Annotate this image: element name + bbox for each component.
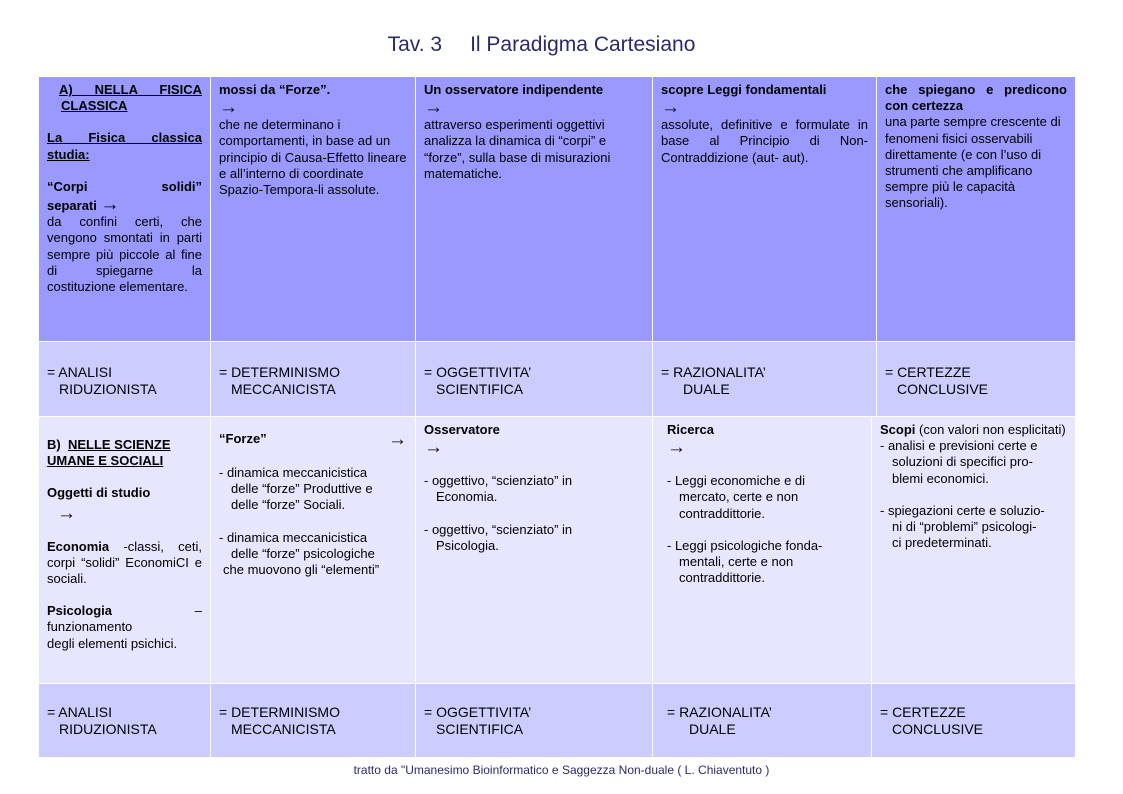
cell-b-osservatore bbox=[416, 417, 653, 684]
label-separati: separati bbox=[47, 198, 97, 214]
result-a-3 bbox=[416, 342, 653, 417]
result-line: = OGGETTIVITA’ bbox=[424, 704, 532, 720]
result-line: SCIENTIFICA bbox=[436, 721, 524, 737]
list-item: mercato, certe e non bbox=[679, 489, 799, 505]
paradigm-table bbox=[39, 77, 1076, 758]
list-item: Psicologia. bbox=[436, 537, 499, 553]
result-line: CONCLUSIVE bbox=[892, 721, 984, 737]
heading-fisica-classica: A) NELLA FISICA CLASSICA bbox=[59, 82, 202, 114]
list-item: - oggettivo, “scienziato” in bbox=[424, 521, 573, 537]
result-line: = CERTEZZE bbox=[880, 704, 966, 720]
table-number: Tav. 3 bbox=[387, 33, 443, 56]
text-leggi: assolute, definitive e formulate in base al Principio di Non-Contraddizione (aut- aut). bbox=[661, 117, 868, 165]
result-b-5 bbox=[872, 684, 1076, 758]
result-line: RIDUZIONISTA bbox=[59, 721, 157, 737]
head-leggi: scopre Leggi fondamentali bbox=[661, 82, 827, 97]
result-a-1 bbox=[39, 342, 211, 417]
list-item: - analisi e previsioni certe e bbox=[880, 438, 1038, 454]
result-b-2 bbox=[211, 684, 416, 758]
text-economia: Economia -classi, ceti, corpi “solidi” EconomiCI e sociali. bbox=[47, 538, 202, 587]
result-a-4 bbox=[653, 342, 877, 417]
result-line: SCIENTIFICA bbox=[436, 381, 524, 397]
head-osservatore: Un osservatore indipendente bbox=[424, 82, 604, 97]
cell-a-fisica bbox=[39, 77, 211, 342]
result-line: MECCANICISTA bbox=[231, 381, 336, 397]
list-item: contraddittorie. bbox=[679, 505, 765, 521]
result-line: = OGGETTIVITA’ bbox=[424, 364, 532, 380]
result-a-5 bbox=[877, 342, 1076, 417]
list-item: - dinamica meccanicistica bbox=[219, 529, 368, 545]
page-title bbox=[0, 33, 1083, 57]
cell-b-ricerca bbox=[653, 417, 872, 684]
dash: – bbox=[194, 603, 202, 619]
result-line: = CERTEZZE bbox=[885, 364, 971, 380]
head-forze-b: “Forze” bbox=[219, 431, 267, 447]
list-item: che muovono gli “elementi” bbox=[223, 562, 380, 578]
heading-scienze-umane: B) NELLE SCIENZE UMANE E SOCIALI bbox=[47, 437, 171, 469]
result-line: DUALE bbox=[683, 381, 730, 397]
list-item: delle “forze” psicologiche bbox=[231, 545, 375, 561]
source-footer: tratto da "Umanesimo Bioinformatico e Saggezza Non-duale ( L. Chiaventuto ) bbox=[353, 763, 770, 777]
result-line: CONCLUSIVE bbox=[897, 381, 989, 397]
list-item: ci predeterminati. bbox=[892, 535, 992, 551]
cell-a-spiegano bbox=[877, 77, 1076, 342]
arrow-right-icon: → bbox=[219, 97, 238, 119]
list-item: Economia. bbox=[436, 489, 498, 505]
result-line: = RAZIONALITA’ bbox=[661, 364, 766, 380]
label-oggetti: Oggetti di studio bbox=[47, 485, 151, 501]
cell-a-osservatore bbox=[416, 77, 653, 342]
label-corpi-solidi: “Corpi solidi” bbox=[47, 178, 202, 194]
label-studia: La Fisica classica studia: bbox=[47, 130, 202, 162]
arrow-right-icon: → bbox=[57, 502, 76, 524]
head-spiegano: che spiegano e predicono con certezza bbox=[885, 82, 1067, 114]
result-line: RIDUZIONISTA bbox=[59, 381, 157, 397]
arrow-right-icon: → bbox=[424, 97, 443, 119]
text-spiegano: una parte sempre crescente di fenomeni fisici osservabili direttamente (e con l’uso di strumenti che amplificano sempre più le capacità sensoriali). bbox=[885, 114, 1061, 211]
text-psicologia-1: funzionamento bbox=[47, 619, 133, 635]
list-item: contraddittorie. bbox=[679, 570, 765, 586]
result-a-2 bbox=[211, 342, 416, 417]
list-item: ni di “problemi” psicologi- bbox=[892, 519, 1037, 535]
text-forze: che ne determinano i comportamenti, in base ad un principio di Causa-Effetto lineare e all’interno di coordinate Spazio-Tempora-li assolute. bbox=[219, 117, 407, 198]
cell-b-forze bbox=[211, 417, 416, 684]
list-item: mentali, certe e non bbox=[679, 554, 794, 570]
result-line: = RAZIONALITA’ bbox=[667, 704, 772, 720]
list-item: delle “forze” Sociali. bbox=[231, 497, 346, 513]
head-ricerca: Ricerca bbox=[667, 422, 714, 437]
list-item: - spiegazioni certe e soluzio- bbox=[880, 502, 1045, 518]
result-line: = ANALISI bbox=[47, 704, 112, 720]
result-b-4 bbox=[653, 684, 872, 758]
list-item: - oggettivo, “scienziato” in bbox=[424, 473, 573, 489]
arrow-right-icon: → bbox=[667, 437, 686, 459]
arrow-right-icon: → bbox=[424, 437, 443, 459]
arrow-right-icon: → bbox=[388, 429, 407, 450]
result-line: = DETERMINISMO bbox=[219, 704, 340, 720]
list-item: - dinamica meccanicistica bbox=[219, 465, 368, 480]
arrow-right-icon: → bbox=[100, 194, 120, 216]
arrow-right-icon: → bbox=[661, 97, 680, 119]
head-osservatore-b: Osservatore bbox=[424, 422, 500, 437]
text-fisica: da confini certi, che vengono smontati in parti sempre più piccole al fine di spiegarne la costituzione elementare. bbox=[47, 214, 202, 295]
result-line: = DETERMINISMO bbox=[219, 364, 340, 380]
list-item: delle “forze” Produttive e bbox=[231, 481, 373, 497]
text-osservatore: attraverso esperimenti oggettivi analizza la dinamica di “corpi” e “forze”, sulla base di misurazioni matematiche. bbox=[424, 117, 611, 181]
list-item: - Leggi psicologiche fonda- bbox=[667, 537, 823, 553]
cell-b-scienze bbox=[39, 417, 211, 684]
list-item: soluzioni di specifici pro- bbox=[892, 454, 1033, 470]
text-psicologia-2: degli elementi psichici. bbox=[47, 635, 178, 651]
label-psicologia: Psicologia bbox=[47, 603, 113, 619]
result-line: DUALE bbox=[689, 721, 736, 737]
head-forze: mossi da “Forze”. bbox=[219, 82, 331, 97]
table-title: Il Paradigma Cartesiano bbox=[470, 33, 696, 56]
list-item: - Leggi economiche e di bbox=[667, 473, 806, 489]
head-scopi: Scopi (con valori non esplicitati) bbox=[880, 422, 1066, 437]
cell-b-scopi bbox=[872, 417, 1076, 684]
cell-a-forze bbox=[211, 77, 416, 342]
list-item: blemi economici. bbox=[892, 470, 989, 486]
result-line: = ANALISI bbox=[47, 364, 112, 380]
result-b-1 bbox=[39, 684, 211, 758]
cell-a-leggi bbox=[653, 77, 877, 342]
result-b-3 bbox=[416, 684, 653, 758]
result-line: MECCANICISTA bbox=[231, 721, 336, 737]
